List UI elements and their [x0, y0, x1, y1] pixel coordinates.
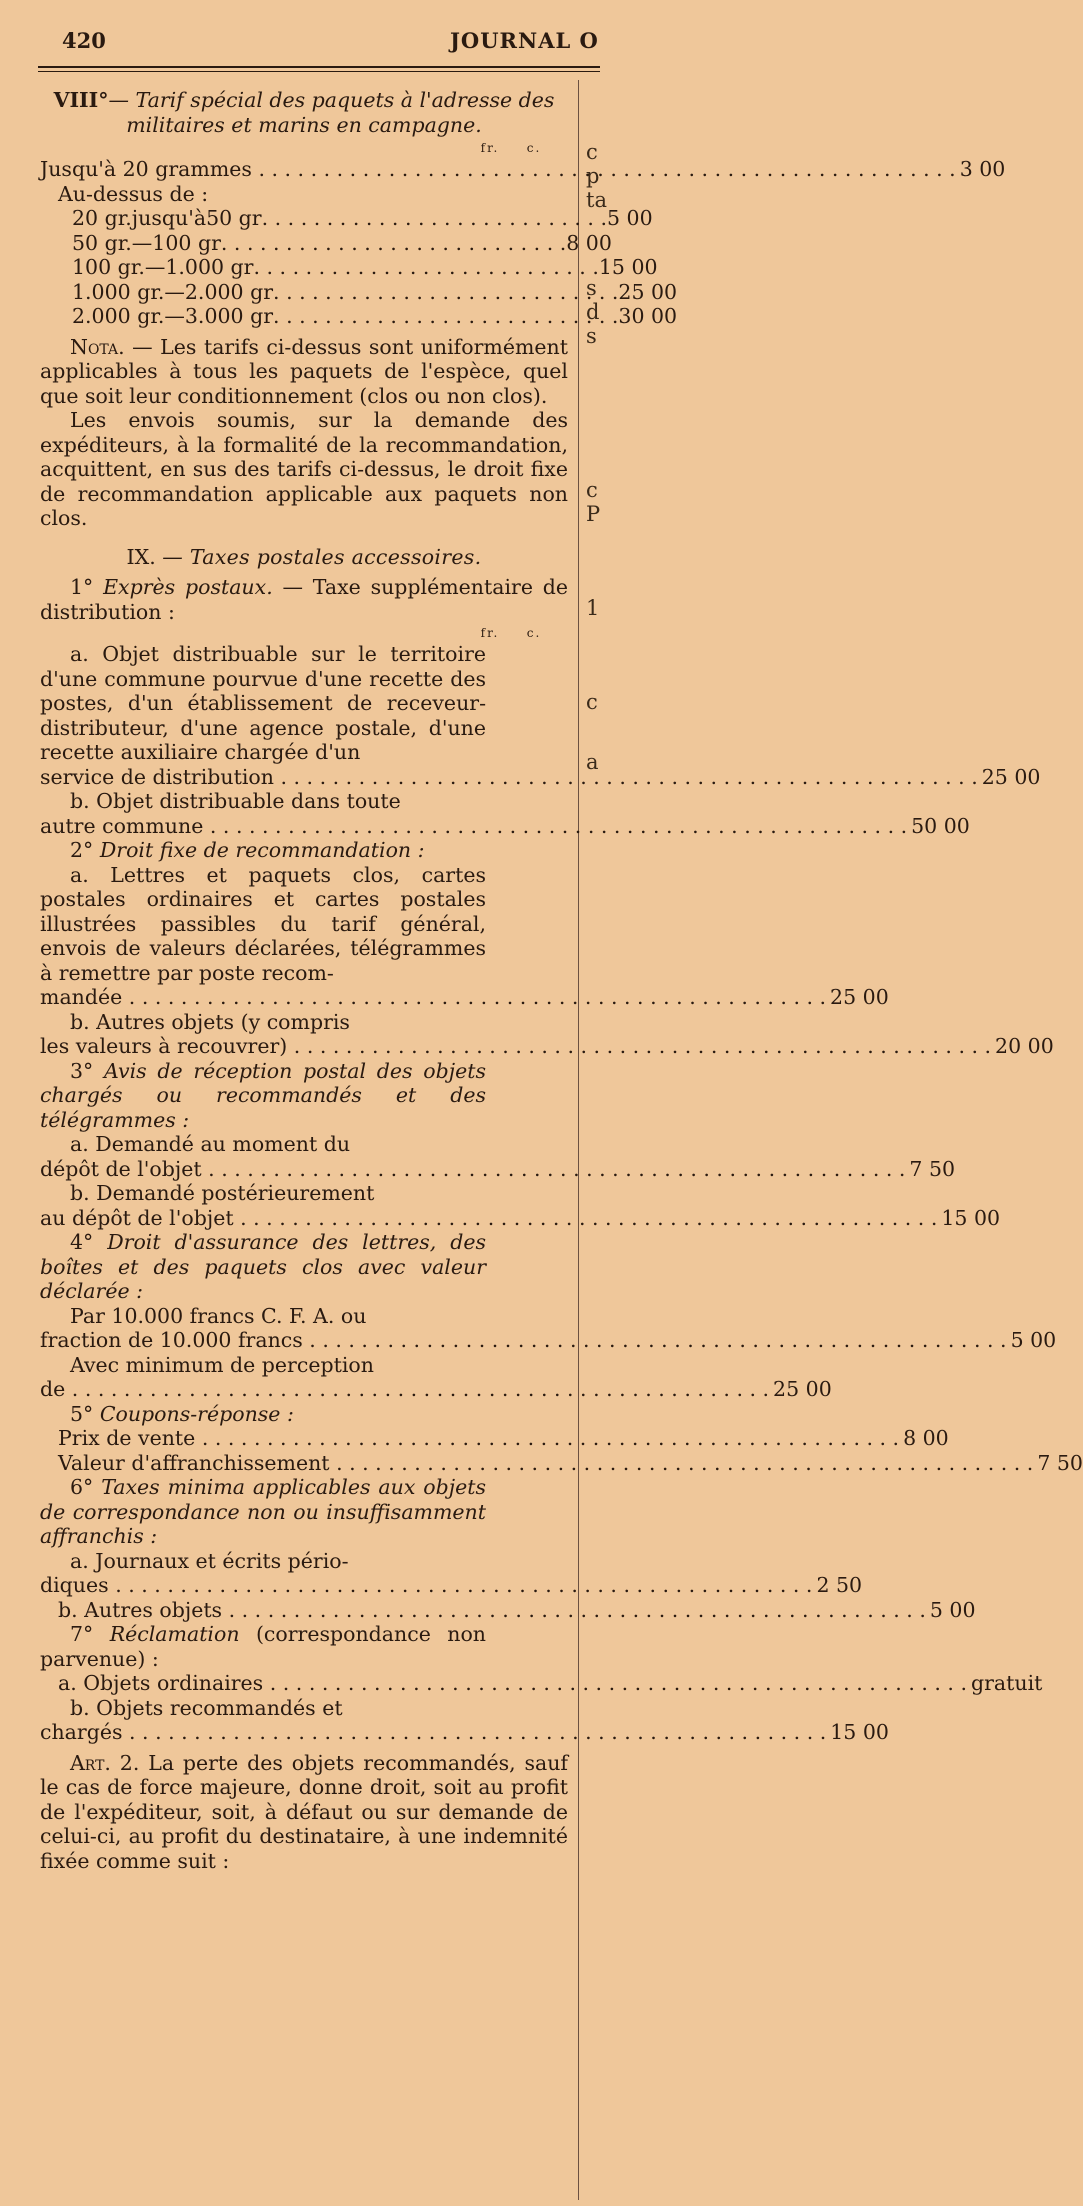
item-text: a. Journaux et écrits pério-: [70, 1548, 349, 1573]
tariff-row: Prix de vente . . . 8 00: [40, 1426, 568, 1451]
tariff-scale-row: 50 gr. — 100 gr . . . 8 00: [40, 231, 568, 256]
item-text: b. Demandé postérieurement: [70, 1181, 375, 1205]
item-text: Par 10.000 francs C. F. A. ou: [70, 1303, 367, 1328]
main-column: [40, 88, 1083, 1873]
tariff-row: diques . . . 2 50: [40, 1573, 568, 1598]
subsection-1-heading: 1° Exprès postaux. — Taxe supplémentaire de distribution :: [40, 575, 568, 624]
header-rule-thin: [38, 71, 600, 72]
column-divider: [578, 80, 579, 2200]
item-text: b. Objet distribuable dans toute: [70, 789, 401, 813]
nota-paragraph: Nota. — Les tarifs ci-dessus sont uniformément applicables à tous les paquets de l'espèce, quel que soit leur conditionnement (clos ou non clos).: [40, 334, 568, 408]
item-text: a. Objet distribuable sur le territoire d'une commune pourvue d'une recette des postes, d'un établissement de receveur-distributeur, d'une agence postale, d'une recette auxiliaire chargée d'un: [40, 642, 486, 764]
section-viii-title: [40, 88, 568, 137]
page-number: 420: [62, 28, 106, 53]
tariff-row: autre commune . . . 50 00: [40, 814, 568, 839]
tariff-row: au dépôt de l'objet . . . 15 00: [40, 1206, 568, 1231]
subsection-7-heading: 7° Réclamation (correspondance non parvenue) :: [40, 1622, 486, 1671]
tariff-scale-row: 1.000 gr. — 2.000 gr . . . 25 00: [40, 280, 568, 305]
tariff-row: les valeurs à recouvrer) . . . 20 00: [40, 1034, 568, 1059]
section-ix-title: IX. — Taxes postales accessoires.: [126, 544, 482, 569]
subsection-4-heading: 4° Droit d'assurance des lettres, des boîtes et des paquets clos avec valeur déclarée :: [40, 1230, 486, 1303]
tariff-row: mandée . . . 25 00: [40, 985, 568, 1010]
right-column-fragment: P: [586, 502, 601, 526]
tariff-label: Jusqu'à 20 grammes . . .: [40, 157, 956, 182]
page-header: [0, 18, 600, 58]
tariff-row: de . . . 25 00: [40, 1377, 568, 1402]
item-text: a. Demandé au moment du: [70, 1132, 351, 1156]
unit-header: fr. c.: [480, 141, 542, 155]
tariff-row: chargés . . . 15 00: [40, 1720, 568, 1745]
item-text: b. Autres objets (y compris: [70, 1009, 350, 1034]
above-label: Au-dessus de :: [58, 181, 209, 206]
unit-header: fr. c.: [480, 626, 542, 640]
item-text: a. Lettres et paquets clos, cartes postales ordinaires et cartes postales illustrées passibles du tarif général, envois de valeurs déclarées, télégrammes à remettre par poste recom-: [40, 862, 486, 985]
right-column-fragment: s: [586, 276, 597, 300]
right-column-fragment: c: [586, 140, 598, 164]
item-text: Avec minimum de perception: [70, 1352, 374, 1377]
right-column-fragment: a: [586, 750, 599, 774]
tariff-row: b. Autres objets . . . 5 00: [40, 1598, 568, 1623]
article-label: Art. 2.: [70, 1750, 140, 1775]
tariff-row: Valeur d'affranchissement . . . 7 50: [40, 1451, 568, 1476]
tariff-row: fraction de 10.000 francs . . . 5 00: [40, 1328, 568, 1353]
item-text: b. Objets recommandés et: [70, 1695, 343, 1720]
tariff-amount: 3 00: [959, 157, 1006, 181]
right-column-fragment: d: [586, 300, 600, 324]
right-column-fragment: s: [586, 324, 597, 348]
right-column-fragment: p: [586, 164, 600, 188]
subsection-2-heading: 2° Droit fixe de recommandation :: [70, 838, 425, 862]
nota-label: Nota.: [70, 334, 125, 359]
header-rule-thick: [38, 66, 600, 68]
right-column-fragment: ta: [586, 188, 607, 212]
tariff-row: service de distribution . . . 25 00: [40, 765, 568, 790]
subsection-5-heading: 5° Coupons-réponse :: [70, 1401, 294, 1426]
article-2-paragraph: Art. 2. La perte des objets recommandés, sauf le cas de force majeure, donne droit, soit au profit de l'expéditeur, soit, à défaut ou sur demande de celui-ci, au profit du destinataire, à une indemnité fixée comme suit :: [40, 1750, 568, 1873]
subsection-6-heading: 6° Taxes minima applicables aux objets de correspondance non ou insuffisamment affranchis :: [40, 1475, 486, 1548]
section-viii-number: VIII°: [53, 88, 109, 112]
right-column-fragment: c: [586, 690, 598, 714]
tariff-scale-row: 2.000 gr. — 3.000 gr . . . 30 00: [40, 304, 568, 329]
tariff-row: [40, 157, 1006, 182]
envois-paragraph: Les envois soumis, sur la demande des expéditeurs, à la formalité de la recommandation, acquittent, en sus des tarifs ci-dessus, le droit fixe de recommandation applicable aux paquets non clos.: [40, 408, 568, 530]
right-column-fragment: c: [586, 478, 598, 502]
right-column-fragment: 1: [586, 596, 600, 620]
tariff-scale-row: 100 gr. — 1.000 gr . . . 15 00: [40, 255, 568, 280]
tariff-row: a. Objets ordinaires . . . gratuit: [40, 1671, 568, 1696]
journal-title: JOURNAL O: [450, 28, 599, 53]
subsection-3-heading: 3° Avis de réception postal des objets chargés ou recommandés et des télégrammes :: [40, 1058, 486, 1132]
tariff-row: dépôt de l'objet . . . 7 50: [40, 1157, 568, 1182]
section-viii-title-text: — Tarif spécial des paquets à l'adresse des militaires et marins en campagne.: [108, 88, 555, 137]
tariff-scale-row: 20 gr. jusqu'à 50 gr . . . 5 00: [40, 206, 568, 231]
